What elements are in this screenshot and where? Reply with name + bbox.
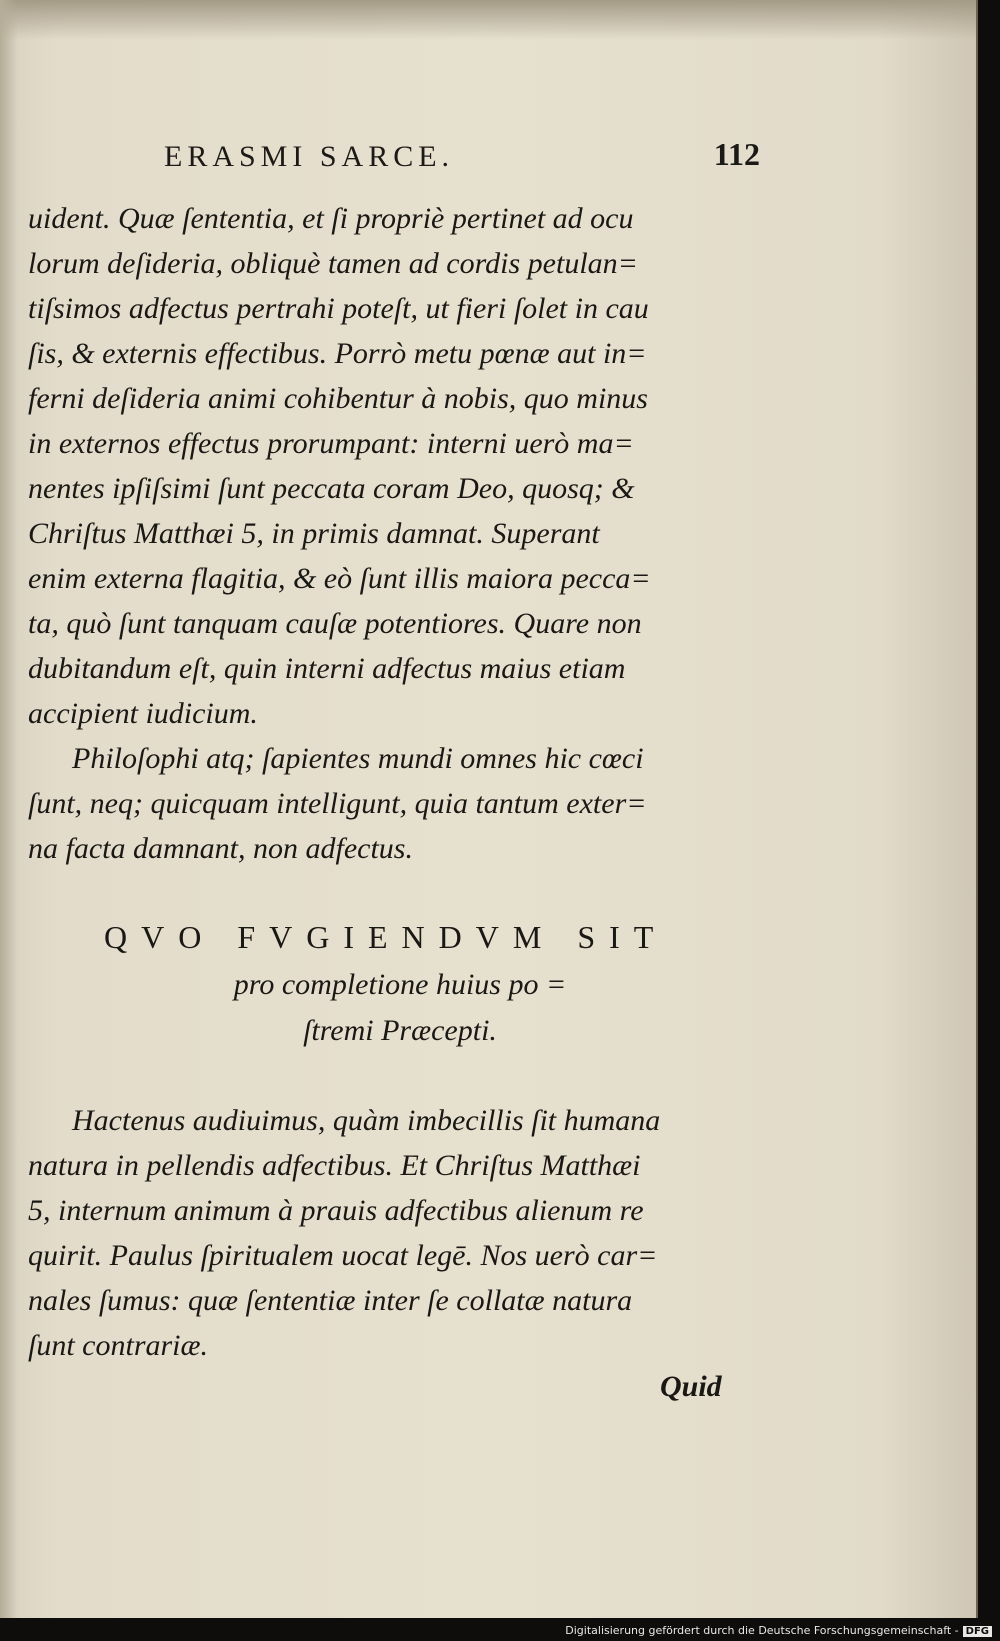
text-line: Philoſophi atq; ſapientes mundi omnes hic cœci — [72, 742, 644, 775]
text-line: in externos effectus prorumpant: interni uerò ma= — [28, 427, 634, 460]
text-line: 5, internum animum à prauis adfectibus alienum re — [28, 1194, 644, 1227]
running-head — [164, 136, 764, 180]
text-line: accipient iudicium. — [28, 697, 258, 730]
text-line: quirit. Paulus ſpiritualem uocat legē. Nos uerò car= — [28, 1239, 658, 1272]
text-line: Chriſtus Matthæi 5, in primis damnat. Superant — [28, 517, 600, 550]
credit-text: Digitalisierung gefördert durch die Deutsche Forschungsgemeinschaft - — [565, 1624, 959, 1637]
paragraph-1 — [28, 196, 748, 736]
text-line: lorum deſideria, obliquè tamen ad cordis petulan= — [28, 247, 638, 280]
text-line: ſunt, neq; quicquam intelligunt, quia tantum exter= — [28, 787, 647, 820]
section-heading — [100, 912, 700, 1054]
text-line: ferni deſideria animi cohibentur à nobis, quo minus — [28, 382, 648, 415]
catchword: Quid — [660, 1370, 722, 1403]
text-line: Hactenus audiuimus, quàm imbecillis ſit humana — [72, 1104, 661, 1137]
text-line: dubitandum eſt, quin interni adfectus maius etiam — [28, 652, 626, 685]
heading-line-caps: QVO FVGIENDVM SIT — [104, 919, 668, 955]
running-title: ERASMI SARCE. — [164, 140, 455, 173]
page-number: 112 — [713, 136, 760, 172]
text-line: na facta damnant, non adfectus. — [28, 832, 413, 865]
text-line: ta, quò ſunt tanquam cauſæ potentiores. Quare non — [28, 607, 642, 640]
heading-line-3: ſtremi Præcepti. — [303, 1014, 497, 1047]
text-line: natura in pellendis adfectibus. Et Chriſtus Matthæi — [28, 1149, 641, 1182]
text-line: enim externa flagitia, & eò ſunt illis maiora pecca= — [28, 562, 651, 595]
digitization-credit — [565, 1624, 992, 1637]
text-line: uident. Quæ ſententia, et ſi propriè pertinet ad ocu — [28, 202, 634, 235]
paragraph-2 — [28, 736, 748, 871]
dfg-logo: DFG — [963, 1626, 992, 1637]
paragraph-3 — [28, 1098, 748, 1368]
text-line: tiſsimos adfectus pertrahi poteſt, ut fieri ſolet in cau — [28, 292, 649, 325]
heading-line-2: pro completione huius po = — [233, 968, 567, 1001]
text-line: nales ſumus: quæ ſententiæ inter ſe collatæ natura — [28, 1284, 633, 1317]
text-line: nentes ipſiſsimi ſunt peccata coram Deo, quosq; & — [28, 472, 635, 505]
text-line: ſis, & externis effectibus. Porrò metu pœnæ aut in= — [28, 337, 647, 370]
text-line: ſunt contrariæ. — [28, 1329, 209, 1362]
